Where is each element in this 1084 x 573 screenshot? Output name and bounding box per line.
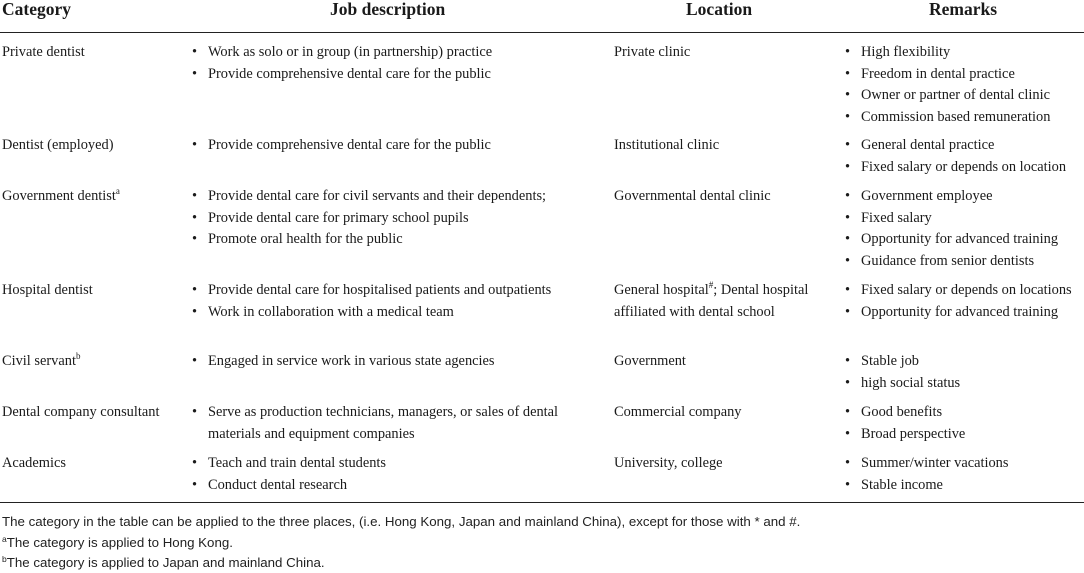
- location-text: Commercial company: [614, 404, 742, 420]
- job-bullet-item: • Promote oral health for the public: [192, 229, 610, 251]
- category-text: Dental company consultant: [2, 404, 160, 420]
- category-footnote-marker: a: [115, 186, 120, 196]
- job-bullet-item: • Conduct dental research: [192, 475, 610, 497]
- location-text: Institutional clinic: [614, 137, 720, 153]
- job-bullet-item: • Provide dental care for civil servants and their dependents;: [192, 186, 610, 208]
- location-text: Government: [614, 353, 686, 369]
- job-bullet-item: • Teach and train dental students: [192, 453, 610, 475]
- table-bottom-rule: [0, 502, 1084, 503]
- table-cell-job-description: [192, 402, 610, 445]
- footnote-b-marker: b: [2, 554, 7, 564]
- table-cell-remarks: [845, 351, 1084, 394]
- location-text: General hospital: [614, 282, 709, 298]
- header-remarks: Remarks: [929, 0, 998, 19]
- location-text: Private clinic: [614, 44, 691, 60]
- remark-bullet-item: • Opportunity for advanced training: [845, 302, 1084, 324]
- table-cell-location: [614, 186, 839, 208]
- header-job-description: Job description: [330, 0, 446, 19]
- remark-bullet-item: • Fixed salary or depends on location: [845, 157, 1084, 179]
- remark-bullet-item: • General dental practice: [845, 135, 1084, 157]
- footnote-a-text: The category is applied to Hong Kong.: [6, 535, 233, 550]
- remark-bullet-item: • Government employee: [845, 186, 1084, 208]
- remark-bullet-item: • High flexibility: [845, 42, 1084, 64]
- table-cell-job-description: [192, 280, 610, 323]
- remark-bullet-item: • Owner or partner of dental clinic: [845, 85, 1084, 107]
- category-text: Civil servant: [2, 353, 76, 369]
- remark-bullet-item: • Freedom in dental practice: [845, 64, 1084, 86]
- table-cell-category: [2, 135, 187, 157]
- job-bullet-item: • Provide dental care for primary school pupils: [192, 208, 610, 230]
- table-cell-job-description: [192, 351, 610, 373]
- table-cell-remarks: [845, 280, 1084, 323]
- remark-bullet-item: • Commission based remuneration: [845, 107, 1084, 129]
- category-text: Private dentist: [2, 44, 85, 60]
- table-cell-location: [614, 42, 839, 64]
- table-cell-location: [614, 135, 839, 157]
- remark-bullet-item: • Fixed salary or depends on locations: [845, 280, 1084, 302]
- job-bullet-item: • Work in collaboration with a medical team: [192, 302, 610, 324]
- job-bullet-item: • Provide comprehensive dental care for the public: [192, 135, 610, 157]
- table-cell-category: [2, 351, 187, 373]
- remark-bullet-item: • Good benefits: [845, 402, 1084, 424]
- table-cell-category: [2, 186, 187, 208]
- table-cell-category: [2, 453, 187, 475]
- header-location: Location: [686, 0, 753, 19]
- job-bullet-item: • Provide dental care for hospitalised patients and outpatients: [192, 280, 610, 302]
- table-cell-remarks: [845, 453, 1084, 496]
- table-cell-location: [614, 453, 839, 475]
- remark-bullet-item: • Stable job: [845, 351, 1084, 373]
- location-text: Governmental dental clinic: [614, 188, 771, 204]
- table-cell-job-description: [192, 135, 610, 157]
- location-text-continued: ; Dental hospital affiliated with dental school: [614, 282, 809, 320]
- remark-bullet-item: • Broad perspective: [845, 424, 1084, 446]
- table-top-rule: [0, 32, 1084, 33]
- category-text: Hospital dentist: [2, 282, 93, 298]
- table-cell-remarks: [845, 402, 1084, 445]
- table-cell-category: [2, 402, 187, 424]
- footnote-general: The category in the table can be applied to the three places, (i.e. Hong Kong, Japan and mainland China), except for those with * and #.: [2, 514, 801, 529]
- job-bullet-item: • Serve as production technicians, managers, or sales of dental materials and equipment companies: [192, 402, 610, 445]
- remark-bullet-item: • Guidance from senior dentists: [845, 251, 1084, 273]
- table-cell-location: [614, 280, 839, 323]
- footnote-b: [2, 553, 325, 573]
- remark-bullet-item: • Fixed salary: [845, 208, 1084, 230]
- category-text: Academics: [2, 455, 66, 471]
- remark-bullet-item: • Opportunity for advanced training: [845, 229, 1084, 251]
- job-bullet-item: • Work as solo or in group (in partnership) practice: [192, 42, 610, 64]
- table-cell-remarks: [845, 42, 1084, 128]
- job-bullet-item: • Engaged in service work in various state agencies: [192, 351, 610, 373]
- location-footnote-marker: #: [708, 280, 714, 290]
- category-text: Dentist (employed): [2, 137, 114, 153]
- footnote-b-text: The category is applied to Japan and mainland China.: [6, 555, 325, 570]
- table-cell-remarks: [845, 135, 1084, 178]
- table-cell-job-description: [192, 186, 610, 251]
- remark-bullet-item: • high social status: [845, 373, 1084, 395]
- location-text: University, college: [614, 455, 723, 471]
- footnote-a: [2, 533, 233, 553]
- table-cell-location: [614, 351, 839, 373]
- remark-bullet-item: • Summer/winter vacations: [845, 453, 1084, 475]
- table-cell-remarks: [845, 186, 1084, 272]
- table-cell-category: [2, 42, 187, 64]
- table-cell-category: [2, 280, 187, 302]
- category-text: Government dentist: [2, 188, 116, 204]
- footnote-a-marker: a: [2, 534, 7, 544]
- table-cell-job-description: [192, 453, 610, 496]
- job-bullet-item: • Provide comprehensive dental care for the public: [192, 64, 610, 86]
- header-category: Category: [2, 0, 72, 19]
- category-footnote-marker: b: [75, 351, 81, 361]
- remark-bullet-item: • Stable income: [845, 475, 1084, 497]
- table-cell-job-description: [192, 42, 610, 85]
- table-cell-location: [614, 402, 839, 424]
